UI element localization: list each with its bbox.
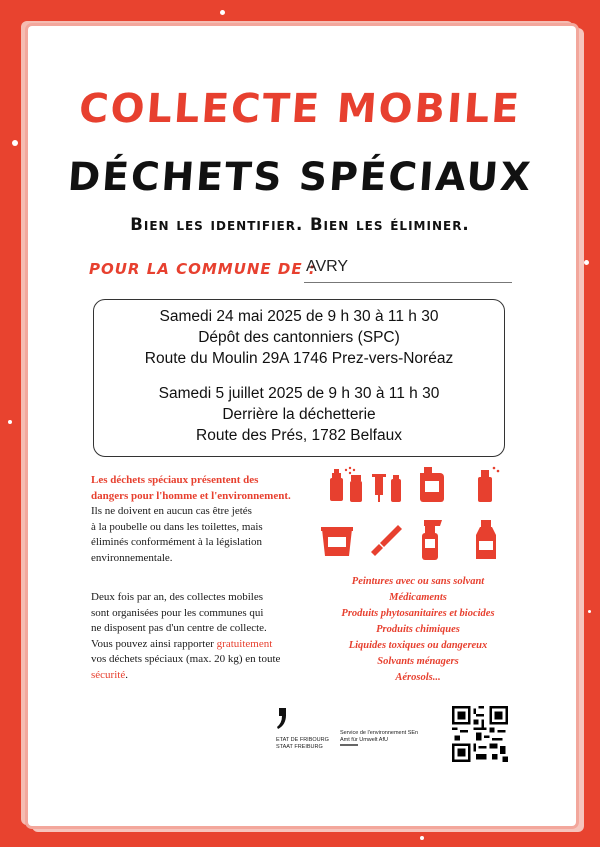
decor-speck (420, 836, 424, 840)
waste-list-item: Médicaments (389, 592, 447, 603)
waste-list (318, 574, 518, 686)
aerosol-icon (468, 465, 504, 503)
collection-1-place: Dépôt des cantonniers (SPC) (198, 329, 400, 346)
decor-speck (220, 10, 225, 15)
hazard-icons-grid (318, 465, 508, 565)
fribourg-logo-mark (276, 708, 288, 730)
collection-2-datetime: Samedi 5 juillet 2025 de 9 h 30 à 11 h 30 (158, 385, 440, 402)
info-line: sont organisées pour les communes qui (91, 606, 264, 619)
commune-field: AVRY (304, 258, 512, 283)
intro-line: éliminés conformément à la législation (91, 536, 263, 548)
waste-list-item: Produits phytosanitaires et biocides (341, 608, 495, 619)
decor-speck (588, 610, 591, 613)
vial-icon (388, 475, 404, 503)
commune-label: POUR LA COMMUNE DE : (89, 260, 316, 278)
waste-list-item: Solvants ménagers (377, 656, 459, 667)
logo-line-1: ETAT DE FRIBOURG (276, 737, 329, 743)
jerrycan-icon (414, 465, 452, 503)
info-line: Deux fois par an, des collectes mobiles (91, 591, 263, 603)
collection-1-address: Route du Moulin 29A 1746 Prez-vers-Noréaz (144, 350, 454, 367)
subtitle: Bien les identifier. Bien les éliminer. (130, 215, 470, 234)
intro-line: environnementale. (91, 551, 173, 564)
info-line: ne disposent pas d'un centre de collecte. (91, 622, 267, 634)
collection-dates-box (93, 299, 505, 457)
decor-speck (12, 140, 18, 146)
intro-red-line: dangers pour l'homme et l'environnement. (91, 489, 291, 502)
waste-list-item: Aérosols... (395, 672, 441, 683)
decor-speck (8, 420, 12, 424)
info-line: Vous pouvez ainsi rapporter gratuitement (91, 637, 273, 650)
title-collecte-mobile: COLLECTE MOBILE (77, 86, 523, 132)
collection-1-datetime: Samedi 24 mai 2025 de 9 h 30 à 11 h 30 (159, 308, 439, 325)
qr-code-icon[interactable] (452, 706, 508, 762)
service-divider (340, 744, 358, 746)
waste-list-item: Liquides toxiques ou dangereux (348, 640, 488, 651)
info-line: sécurité. (91, 668, 128, 681)
paint-bucket-icon (318, 521, 358, 559)
logo-line-2: STAAT FREIBURG (276, 744, 323, 750)
securite-highlight: sécurité (91, 668, 126, 681)
waste-list-item: Peintures avec ou sans solvant (351, 576, 485, 587)
service-line-1: Service de l'environnement SEn (340, 730, 419, 736)
gratuitement-highlight: gratuitement (216, 637, 273, 650)
decor-speck (584, 260, 589, 265)
info-paragraph (91, 590, 280, 683)
pill-bottle-icon (348, 473, 364, 503)
intro-line: Ils ne doivent en aucun cas être jetés (91, 505, 252, 517)
info-line: vos déchets spéciaux (max. 20 kg) en toute (91, 653, 281, 665)
intro-paragraph (91, 473, 291, 566)
waste-list-item: Produits chimiques (376, 624, 460, 635)
collection-2-address: Route des Prés, 1782 Belfaux (196, 427, 402, 444)
paintbrush-icon (368, 521, 406, 559)
spray-bottle-icon (414, 517, 452, 561)
service-line-2: Amt für Umwelt AfU (340, 737, 388, 743)
collection-2-place: Derrière la déchetterie (222, 406, 376, 423)
title-dechets-speciaux: DÉCHETS SPÉCIAUX (66, 155, 534, 200)
intro-line: à la poubelle ou dans les toilettes, mais (91, 520, 263, 533)
intro-red-line: Les déchets spéciaux présentent des (91, 474, 259, 486)
plastic-bottle-icon (468, 517, 504, 561)
